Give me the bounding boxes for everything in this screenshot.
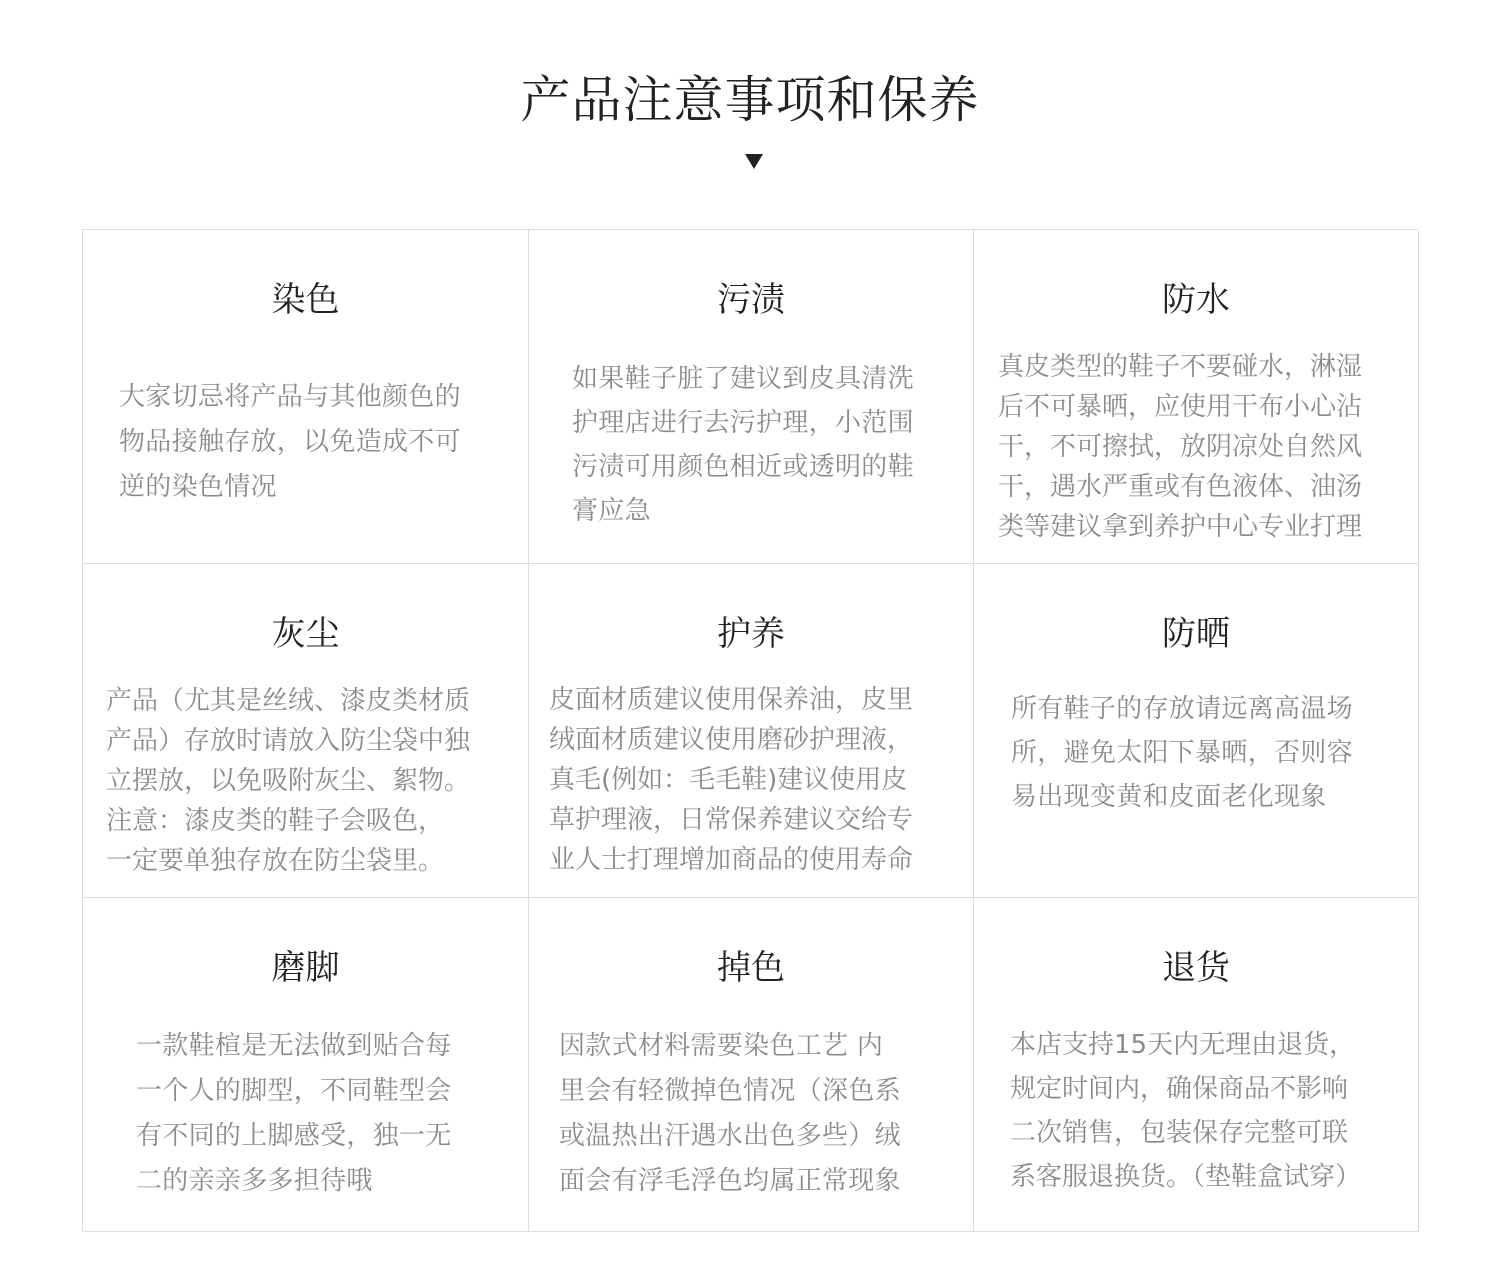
card-text-line: 如果鞋子脏了建议到皮具清洗 — [572, 364, 914, 394]
care-card-dyeing — [83, 230, 529, 564]
card-text — [572, 357, 914, 533]
card-text-line: 所，避免太阳下暴晒，否则容 — [1011, 738, 1353, 768]
card-text-line: 本店支持15天内无理由退货， — [1010, 1030, 1356, 1060]
triangle-down-icon — [745, 154, 763, 169]
card-text-line: 所有鞋子的存放请远离高温场 — [1011, 694, 1353, 724]
card-title: 防水 — [1162, 280, 1230, 320]
care-card-maintenance — [529, 564, 974, 898]
care-card-foot-rubbing — [83, 898, 529, 1232]
card-text-line: 物品接触存放，以免造成不可 — [119, 427, 461, 457]
card-text-line: 产品）存放时请放入防尘袋中独 — [106, 726, 471, 756]
card-text-line: 绒面材质建议使用磨砂护理液， — [549, 725, 914, 755]
card-text-line: 污渍可用颜色相近或透明的鞋 — [572, 452, 914, 482]
card-text-line: 真毛(例如：毛毛鞋)建议使用皮 — [549, 765, 908, 795]
card-text — [136, 1024, 452, 1204]
card-text — [998, 347, 1362, 547]
card-text — [119, 375, 461, 510]
card-text-line: 规定时间内，确保商品不影响 — [1010, 1074, 1349, 1104]
card-title: 灰尘 — [271, 614, 340, 654]
card-title: 掉色 — [717, 948, 785, 988]
care-card-returns — [974, 898, 1419, 1232]
card-text-line: 后不可暴晒，应使用干布小心沾 — [998, 392, 1363, 422]
card-title: 护养 — [717, 614, 785, 654]
card-text-line: 业人士打理增加商品的使用寿命 — [549, 845, 914, 875]
card-text-line: 皮面材质建议使用保养油，皮里 — [549, 685, 914, 715]
card-text — [1011, 687, 1353, 819]
card-title: 防晒 — [1162, 614, 1230, 654]
card-text-line: 或温热出汗遇水出色多些）绒 — [559, 1121, 901, 1151]
card-text-line: 二次销售，包装保存完整可联 — [1010, 1118, 1349, 1148]
card-text-line: 里会有轻微掉色情况（深色系 — [559, 1076, 901, 1106]
card-text-line: 面会有浮毛浮色均属正常现象 — [559, 1166, 901, 1196]
card-text-line: 易出现变黄和皮面老化现象 — [1011, 782, 1327, 812]
care-card-dust — [83, 564, 529, 898]
card-text-line: 有不同的上脚感受，独一无 — [136, 1121, 452, 1151]
card-title: 污渍 — [717, 280, 785, 320]
card-text-line: 干，不可擦拭，放阴凉处自然风 — [998, 432, 1363, 462]
card-text-line: 护理店进行去污护理，小范围 — [572, 408, 914, 438]
card-text-line: 产品（尤其是丝绒、漆皮类材质 — [106, 686, 471, 716]
card-text — [1010, 1023, 1361, 1199]
card-text-line: 一款鞋楦是无法做到贴合每 — [136, 1031, 452, 1061]
card-text-line: 注意：漆皮类的鞋子会吸色， — [106, 806, 445, 836]
card-text-line: 真皮类型的鞋子不要碰水，淋湿 — [998, 352, 1363, 382]
card-text-line: 干，遇水严重或有色液体、油汤 — [998, 472, 1363, 502]
card-text-line: 膏应急 — [572, 496, 651, 526]
care-card-color-fading — [529, 898, 974, 1232]
card-text-line: 系客服退换货。（垫鞋盒试穿） — [1010, 1162, 1362, 1192]
card-text-line: 一个人的脚型，不同鞋型会 — [136, 1076, 452, 1106]
card-text-line: 大家切忌将产品与其他颜色的 — [119, 382, 461, 412]
card-title: 染色 — [271, 280, 340, 320]
card-text-line: 草护理液，日常保养建议交给专 — [549, 805, 914, 835]
card-title: 磨脚 — [271, 948, 340, 988]
card-text-line: 逆的染色情况 — [119, 472, 277, 502]
care-card-waterproof — [974, 230, 1419, 564]
card-text-line: 因款式材料需要染色工艺 内 — [559, 1031, 884, 1061]
card-text-line: 二的亲亲多多担待哦 — [136, 1166, 373, 1196]
card-text-line: 立摆放，以免吸附灰尘、絮物。 — [106, 766, 471, 796]
card-text — [559, 1024, 901, 1204]
care-card-stains — [529, 230, 974, 564]
care-notes-grid — [82, 229, 1418, 1231]
page-title: 产品注意事项和保养 — [520, 71, 980, 129]
care-card-sun-protection — [974, 564, 1419, 898]
card-text-line: 类等建议拿到养护中心专业打理 — [998, 512, 1363, 542]
card-text — [106, 681, 470, 881]
card-text-line: 一定要单独存放在防尘袋里。 — [106, 846, 445, 876]
card-title: 退货 — [1162, 948, 1230, 988]
card-text — [549, 680, 913, 880]
